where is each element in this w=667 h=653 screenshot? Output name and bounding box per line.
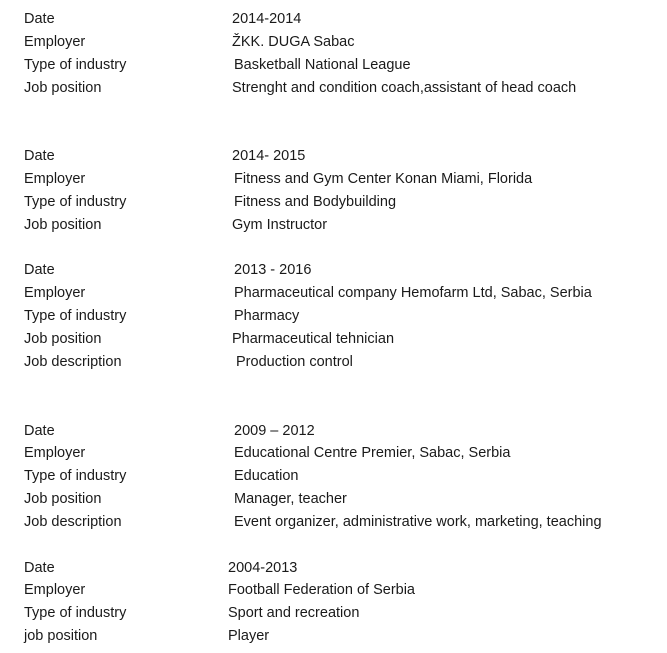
row-value: Fitness and Gym Center Konan Miami, Florida bbox=[234, 171, 533, 187]
row-label: Employer bbox=[24, 34, 86, 50]
row-label: Job position bbox=[24, 331, 102, 347]
row-value: Pharmaceutical company Hemofarm Ltd, Sabac, Serbia bbox=[234, 285, 592, 301]
row-label: Date bbox=[24, 423, 55, 439]
row-value: Event organizer, administrative work, marketing, teaching bbox=[234, 514, 602, 530]
row-label: Date bbox=[24, 11, 55, 27]
row-label: Employer bbox=[24, 171, 86, 187]
row-value: Pharmaceutical tehnician bbox=[232, 331, 395, 347]
row-value: ŽKK. DUGA Sabac bbox=[232, 34, 355, 50]
row-value: Player bbox=[228, 628, 270, 644]
row-value: Football Federation of Serbia bbox=[228, 582, 415, 598]
row-value: 2014-2014 bbox=[232, 11, 302, 27]
row-value: 2009 – 2012 bbox=[234, 423, 315, 439]
row-label: Date bbox=[24, 262, 55, 278]
row-value: 2014- 2015 bbox=[232, 148, 306, 164]
row-label: Date bbox=[24, 560, 55, 576]
row-label: Type of industry bbox=[24, 194, 127, 210]
row-value: Strenght and condition coach,assistant of head coach bbox=[232, 80, 577, 96]
row-value: Educational Centre Premier, Sabac, Serbia bbox=[234, 445, 511, 461]
row-label: Job position bbox=[24, 491, 102, 507]
row-value: Gym Instructor bbox=[232, 217, 328, 233]
row-label: Job description bbox=[24, 354, 122, 370]
row-value: 2013 - 2016 bbox=[234, 262, 312, 278]
row-label: Job description bbox=[24, 514, 122, 530]
row-value: Pharmacy bbox=[234, 308, 300, 324]
row-label: job position bbox=[24, 628, 98, 644]
row-label: Job position bbox=[24, 217, 102, 233]
row-value: Fitness and Bodybuilding bbox=[234, 194, 397, 210]
row-label: Employer bbox=[24, 445, 86, 461]
row-label: Date bbox=[24, 148, 55, 164]
row-value: Sport and recreation bbox=[228, 605, 360, 621]
row-label: Type of industry bbox=[24, 308, 127, 324]
row-label: Type of industry bbox=[24, 57, 127, 73]
row-label: Type of industry bbox=[24, 605, 127, 621]
row-value: Manager, teacher bbox=[234, 491, 347, 507]
row-label: Employer bbox=[24, 285, 86, 301]
row-label: Type of industry bbox=[24, 468, 127, 484]
row-value: 2004-2013 bbox=[228, 560, 298, 576]
row-label: Employer bbox=[24, 582, 86, 598]
row-value: Basketball National League bbox=[234, 57, 411, 73]
row-value: Education bbox=[234, 468, 299, 484]
row-value: Production control bbox=[236, 354, 353, 370]
row-label: Job position bbox=[24, 80, 102, 96]
